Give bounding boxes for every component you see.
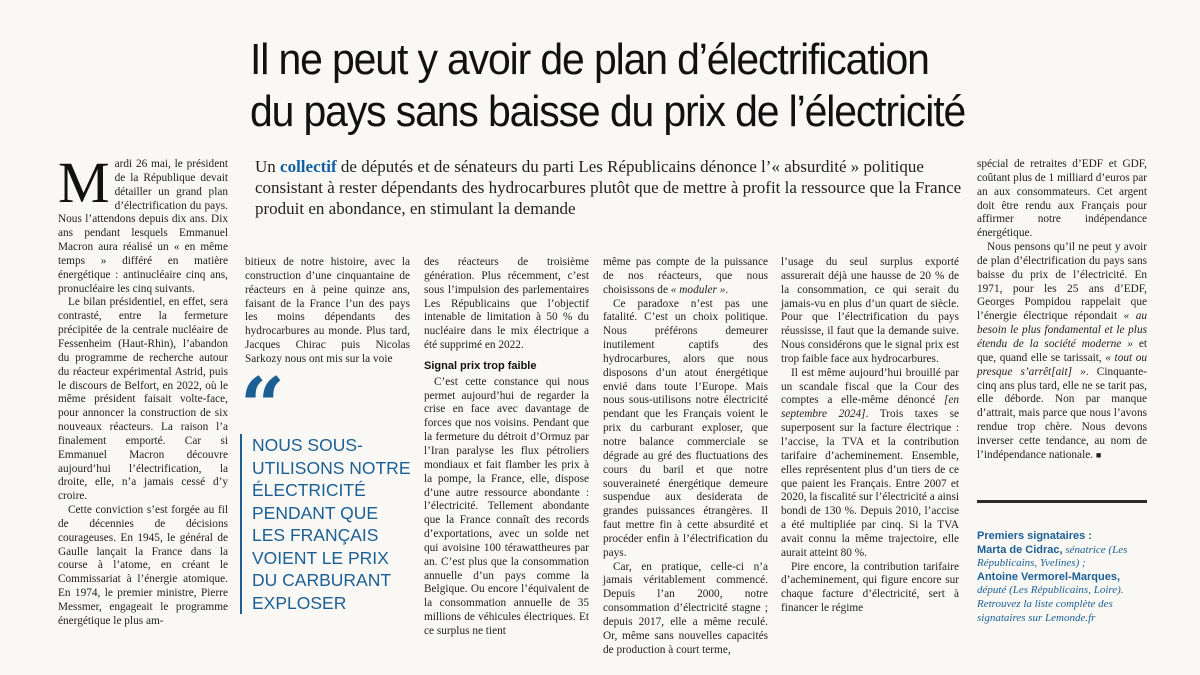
paragraph-text: même pas compte de la puissance de nos réacteurs, que nous choisissons de [603, 256, 768, 296]
paragraph [977, 241, 1147, 463]
signatories-divider [977, 500, 1147, 503]
headline-line-1: Il ne peut y avoir de plan d’électrification [250, 35, 929, 84]
paragraph: Ce paradoxe n’est pas une fatalité. C’est un choix politique. Nous préférons demeurer inutilement captifs des hydrocarbures, alors que nous disposons d’un atout énergétique envié dans toute l’Europe. Mais nous sous-utilisons notre électricité pendant que les Français voient le prix du carburant exploser, que notre balance commerciale se dégrade au gré des fluctuations des cours du baril et que notre souveraineté énergétique demeure suspendue aux desiderata de grandes puissances étrangères. Il faut mettre fin à cette absurdité et procéder enfin à l’électrification du pays. [603, 297, 768, 559]
headline [250, 34, 966, 138]
paragraph-text: et que, quand elle se tarissait, [977, 337, 1147, 364]
standfirst-rest: de députés et de sénateurs du parti Les Républicains dénonce l’« absurdité » politique consistant à rester dépendants des hydrocarbures plutôt que de mettre à profit la ressource que la France produit en abondance, en stimulant la demande [255, 157, 962, 218]
quote-mark-icon: “ [240, 361, 285, 452]
column-6 [977, 158, 1147, 463]
paragraph [58, 150, 228, 296]
paragraph-text: . [725, 283, 729, 296]
paragraph [781, 367, 959, 561]
signatory-name: Marta de Cidrac, [977, 543, 1063, 556]
signatory-role: député (Les Républicains, Loire). Retrouvez la liste complète des signataires sur Lemonde.fr [977, 584, 1124, 624]
paragraph: bitieux de notre histoire, avec la construction d’une cinquantaine de réacteurs en à peine quinze ans, faisant de la France l’un des pays les moins dépendants des hydrocarbures au monde. Plus tard, Jacques Chirac puis Nicolas Sarkozy nous ont mis sur la voie [245, 256, 410, 365]
section-subhead: Signal prix trop faible [424, 359, 537, 372]
end-mark-icon: ■ [1095, 449, 1102, 460]
emphasis: [en septembre 2024] [781, 394, 959, 421]
paragraph: Cette conviction s’est forgée au fil de décennies de décisions courageuses. En 1945, le général de Gaulle lançait la France dans la course à l’atome, en créant le Commissariat à l’énergie atomique. En 1974, le premier ministre, Pierre Messmer, engageait le programme énergétique le plus am- [58, 504, 228, 627]
standfirst-highlight: collectif [280, 157, 337, 176]
column-4 [603, 256, 768, 657]
standfirst [255, 156, 975, 219]
paragraph: Car, en pratique, celle-ci n’a jamais véritablement commencé. Depuis l’an 2000, notre consommation d’électricité stagne ; depuis 2017, elle a même reculé. Or, même sans nouvelles capacités de production à court terme, [603, 560, 768, 656]
column-2 [245, 256, 410, 367]
signatories-box [977, 530, 1152, 625]
paragraph-text: . Cinquante-cinq ans plus tard, elle ne se tarit pas, elle déborde. Non par manque d’attrait, mais parce que nous l’avons rendue trop chère. Nous devons inverser cette tendance, au nom de l’indépendance nationale. [977, 365, 1147, 461]
paragraph: des réacteurs de troisième génération. Plus récemment, c’est sous l’impulsion des parlementaires Les Républicains que l’objectif intenable de limitation à 50 % du nucléaire dans le mix électrique a été supprimé en 2022. [424, 256, 589, 352]
paragraph: l’usage du seul surplus exporté assurerait déjà une hausse de 20 % de la consommation, ce qui serait du jamais-vu en plus d’un quart de siècle. Pour que l’électrification du pays réussisse, il faut que la demande suive. Nous considérons que le signal prix est trop faible face aux hydrocarbures. [781, 256, 959, 365]
paragraph: Le bilan présidentiel, en effet, sera contrasté, entre la fermeture précipitée de la centrale nucléaire de Fessenheim (Haut-Rhin), l’abandon du programme de recherche autour du réacteur expérimental Astrid, puis le discours de Belfort, en 2022, où le même président faisait volte-face, pour annoncer la construction de six nouveaux réacteurs. La raison l’a finalement emporté. Car si Emmanuel Macron découvre aujourd’hui l’électrification, la droite, elle, n’a jamais cessé d’y croire. [58, 296, 228, 503]
standfirst-start: Un [255, 157, 281, 176]
paragraph-text: . Trois taxes se superposent sur la facture électrique : l’accise, la TVA et la contribution tarifaire d’acheminement. Ensemble, elles représentent plus d’un tiers de ce que paient les Français. Entre 2007 et 2020, la fiscalité sur l’électricité a ainsi bondi de 130 %. Depuis 2010, l’accise a été multipliée par cinq. Si la TVA avait connu la même trajectoire, elle aurait atteint 80 %. [781, 408, 959, 559]
paragraph: spécial de retraites d’EDF et GDF, coûtant plus de 1 milliard d’euros par an aux consommateurs. Cet argent doit être rendu aux Français pour affirmer notre indépendance énergétique. [977, 158, 1147, 240]
signatories-list [977, 544, 1152, 626]
emphasis: « au besoin le plus fondamental et le plus étendu de la société moderne » [977, 310, 1147, 350]
headline-line-2: du pays sans baisse du prix de l’électricité [250, 87, 966, 136]
signatories-title: Premiers signataires : [977, 530, 1092, 542]
column-5 [781, 256, 959, 616]
paragraph-text: ardi 26 mai, le président de la République devait détailler un grand plan d’électrification du pays. Nous l’attendons depuis dix ans. Dix ans pendant lesquels Emmanuel Macron aura réalisé un « en même temps » différé en matière énergétique : antinucléaire cinq ans, pronucléaire les cinq suivants. [58, 158, 228, 295]
column-1 [58, 150, 228, 629]
paragraph: Pire encore, la contribution tarifaire d’acheminement, qui figure encore sur chaque facture d’électricité, sert à financer le régime [781, 560, 959, 615]
column-3 [424, 256, 589, 639]
paragraph-text: Nous pensons qu’il ne peut y avoir de plan d’électrification du pays sans baisse du prix de l’électricité. En 1971, pour les 25 ans d’EDF, Georges Pompidou rappelait que l’énergie électrique répondait [977, 241, 1147, 323]
paragraph: C’est cette constance qui nous permet aujourd’hui de regarder la crise en face avec davantage de forces que nos voisins. Pendant que la fermeture du détroit d’Ormuz par l’Iran paralyse les flux pétroliers mondiaux et fait flamber les prix à la pompe, la France, elle, dispose d’une autre ressource abondante : l’électricité. Tellement abondante que la France connaît des records d’exportations, avec un solde net qui avoisine 100 térawattheures par an. C’est plus que la consommation annuelle d’un pays comme la Belgique. Ou encore l’équivalent de la consommation annuelle de 35 millions de véhicules électriques. Et ce surplus ne tient [424, 375, 589, 637]
signatory-name: Antoine Vermorel-Marques, [977, 570, 1121, 583]
signatory-role: sénatrice (Les Républicains, Yvelines) ; [977, 543, 1128, 570]
pull-quote-text: NOUS SOUS-UTILISONS NOTRE ÉLECTRICITÉ PENDANT QUE LES FRANÇAIS VOIENT LE PRIX DU CARBURANT EXPLOSER [240, 434, 415, 614]
drop-cap: M [58, 150, 110, 215]
paragraph-text: Il est même aujourd’hui brouillé par un scandale fiscal que la Cour des comptes a elle-même dénoncé [781, 366, 959, 407]
emphasis: « tout ou presque s’arrêt[ait] » [977, 351, 1148, 378]
paragraph [603, 256, 768, 298]
emphasis: « moduler » [670, 283, 726, 296]
pull-quote [240, 361, 415, 614]
